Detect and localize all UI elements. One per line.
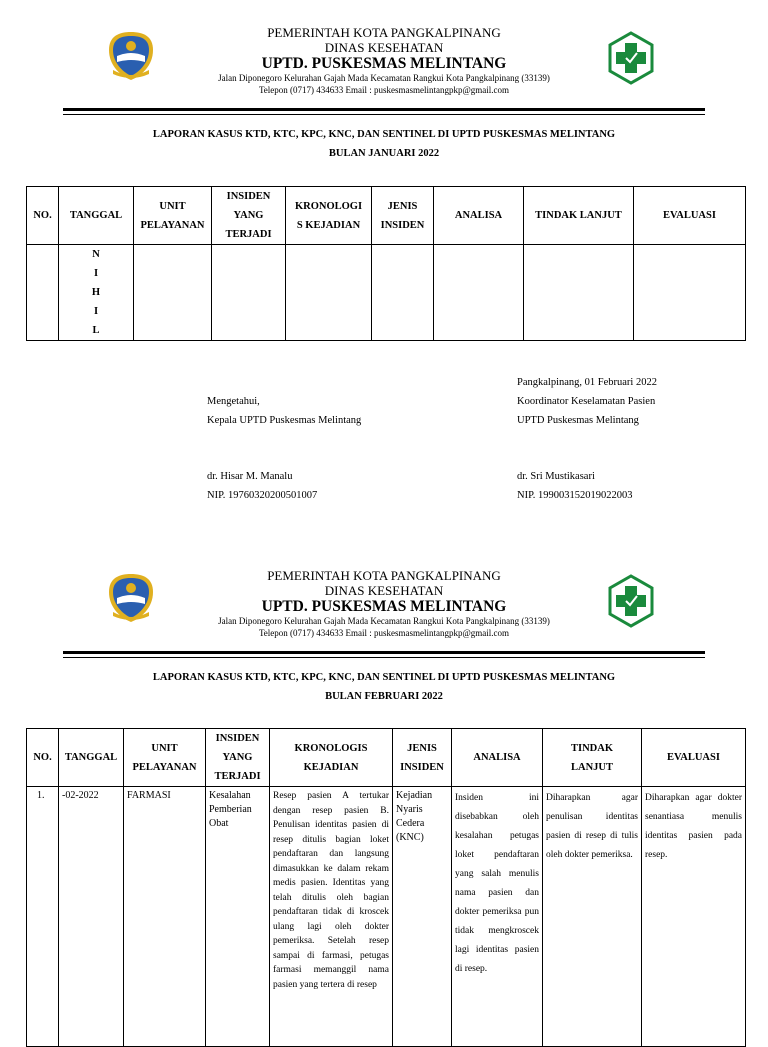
header-line-department: DINAS KESEHATAN — [324, 583, 444, 598]
cell-insiden: Kesalahan Pemberian Obat — [206, 787, 270, 1047]
header-line-government: PEMERINTAH KOTA PANGKALPINANG — [267, 25, 501, 40]
col-insiden: INSIDEN YANG TERJADI — [206, 729, 270, 787]
col-analisa: ANALISA — [434, 187, 524, 245]
col-tindak: TINDAK LANJUT — [524, 187, 634, 245]
signature-right-name: dr. Sri Mustikasari — [517, 471, 595, 482]
col-no: NO. — [27, 729, 59, 787]
cell-empty — [634, 245, 746, 341]
incident-table-january — [26, 186, 746, 341]
col-insiden: INSIDEN YANG TERJADI — [212, 187, 286, 245]
cell-analisa: Insiden ini disebabkan oleh kesalahan petugas loket pendaftaran yang salah menulis nama pasien dan dokter pemeriksa pun tidak mengkroscek lagi identitas pasien di resep. — [452, 787, 543, 1047]
signature-right-role: Koordinator Keselamatan Pasien — [517, 396, 656, 407]
col-jenis: JENIS INSIDEN — [372, 187, 434, 245]
header-address: Jalan Diponegoro Kelurahan Gajah Mada Kecamatan Rangkui Kota Pangkalpinang (33139) — [218, 73, 550, 83]
col-analisa: ANALISA — [452, 729, 543, 787]
header-line-institution: UPTD. PUSKESMAS MELINTANG — [261, 55, 507, 72]
header-contact: Telepon (0717) 434633 Email : puskesmasmelintangpkp@gmail.com — [258, 85, 510, 95]
cell-unit: FARMASI — [124, 787, 206, 1047]
signature-right-org: UPTD Puskesmas Melintang — [517, 415, 639, 426]
incident-table-february — [26, 728, 746, 1047]
cell-evaluasi: Diharapkan agar dokter senantiasa menulis identitas pasien pada resep. — [642, 787, 746, 1047]
cell-empty — [524, 245, 634, 341]
col-unit: UNIT PELAYANAN — [134, 187, 212, 245]
header-address: Jalan Diponegoro Kelurahan Gajah Mada Kecamatan Rangkui Kota Pangkalpinang (33139) — [218, 616, 550, 626]
report-month: BULAN JANUARI 2022 — [328, 148, 440, 159]
cell-jenis: Kejadian Nyaris Cedera (KNC) — [393, 787, 452, 1047]
header-contact: Telepon (0717) 434633 Email : puskesmasmelintangpkp@gmail.com — [258, 628, 510, 638]
header-line-department: DINAS KESEHATAN — [324, 40, 444, 55]
cell-empty — [372, 245, 434, 341]
header-line-institution: UPTD. PUSKESMAS MELINTANG — [261, 598, 507, 615]
cell-nihil: N I H I L — [59, 245, 134, 341]
signature-left-nip: NIP. 19760320200501007 — [207, 490, 318, 501]
cell-empty — [134, 245, 212, 341]
col-no: NO. — [27, 187, 59, 245]
cell-empty — [286, 245, 372, 341]
cell-no: 1. — [27, 787, 59, 1047]
signature-left-name: dr. Hisar M. Manalu — [207, 471, 293, 482]
col-jenis: JENIS INSIDEN — [393, 729, 452, 787]
report-title: LAPORAN KASUS KTD, KTC, KPC, KNC, DAN SENTINEL DI UPTD PUSKESMAS MELINTANG — [152, 129, 616, 140]
cell-kronologi: Resep pasien A tertukar dengan resep pasien B. Penulisan identitas pasien di resep ditulis bagian loket pendaftaran dan langsung dimasukkan ke dalam rekam medis pasien. Identitas yang telah ditulis oleh bagian pendaftaran tidak di kroscek ulang lagi oleh dokter pemeriksa. Setelah resep sampai di farmasi, petugas farmasi memanggil nama pasien yang tertera di resep — [270, 787, 393, 1047]
signature-left-role: Kepala UPTD Puskesmas Melintang — [207, 415, 362, 426]
cell-empty — [212, 245, 286, 341]
col-kronologi: KRONOLOGIS KEJADIAN — [270, 729, 393, 787]
header-rule-thin — [63, 657, 705, 658]
header-rule-thick — [63, 651, 705, 654]
signature-right-nip: NIP. 199003152019022003 — [517, 490, 633, 501]
header-rule-thick — [63, 108, 705, 111]
col-kronologi: KRONOLOGI S KEJADIAN — [286, 187, 372, 245]
header-line-government: PEMERINTAH KOTA PANGKALPINANG — [267, 568, 501, 583]
cell-empty — [434, 245, 524, 341]
col-evaluasi: EVALUASI — [634, 187, 746, 245]
cell-empty — [27, 245, 59, 341]
cell-tanggal: -02-2022 — [59, 787, 124, 1047]
report-title: LAPORAN KASUS KTD, KTC, KPC, KNC, DAN SENTINEL DI UPTD PUSKESMAS MELINTANG — [152, 672, 616, 683]
report-month: BULAN FEBRUARI 2022 — [325, 691, 443, 702]
col-tanggal: TANGGAL — [59, 187, 134, 245]
col-tindak: TINDAK LANJUT — [543, 729, 642, 787]
signature-left-acknowledge: Mengetahui, — [207, 396, 260, 407]
col-unit: UNIT PELAYANAN — [124, 729, 206, 787]
col-tanggal: TANGGAL — [59, 729, 124, 787]
signature-place-date: Pangkalpinang, 01 Februari 2022 — [517, 377, 657, 388]
table-row — [27, 787, 746, 1047]
cell-tindak: Diharapkan agar penulisan identitas pasien di resep di tulis oleh dokter pemeriksa. — [543, 787, 642, 1047]
col-evaluasi: EVALUASI — [642, 729, 746, 787]
header-rule-thin — [63, 114, 705, 115]
